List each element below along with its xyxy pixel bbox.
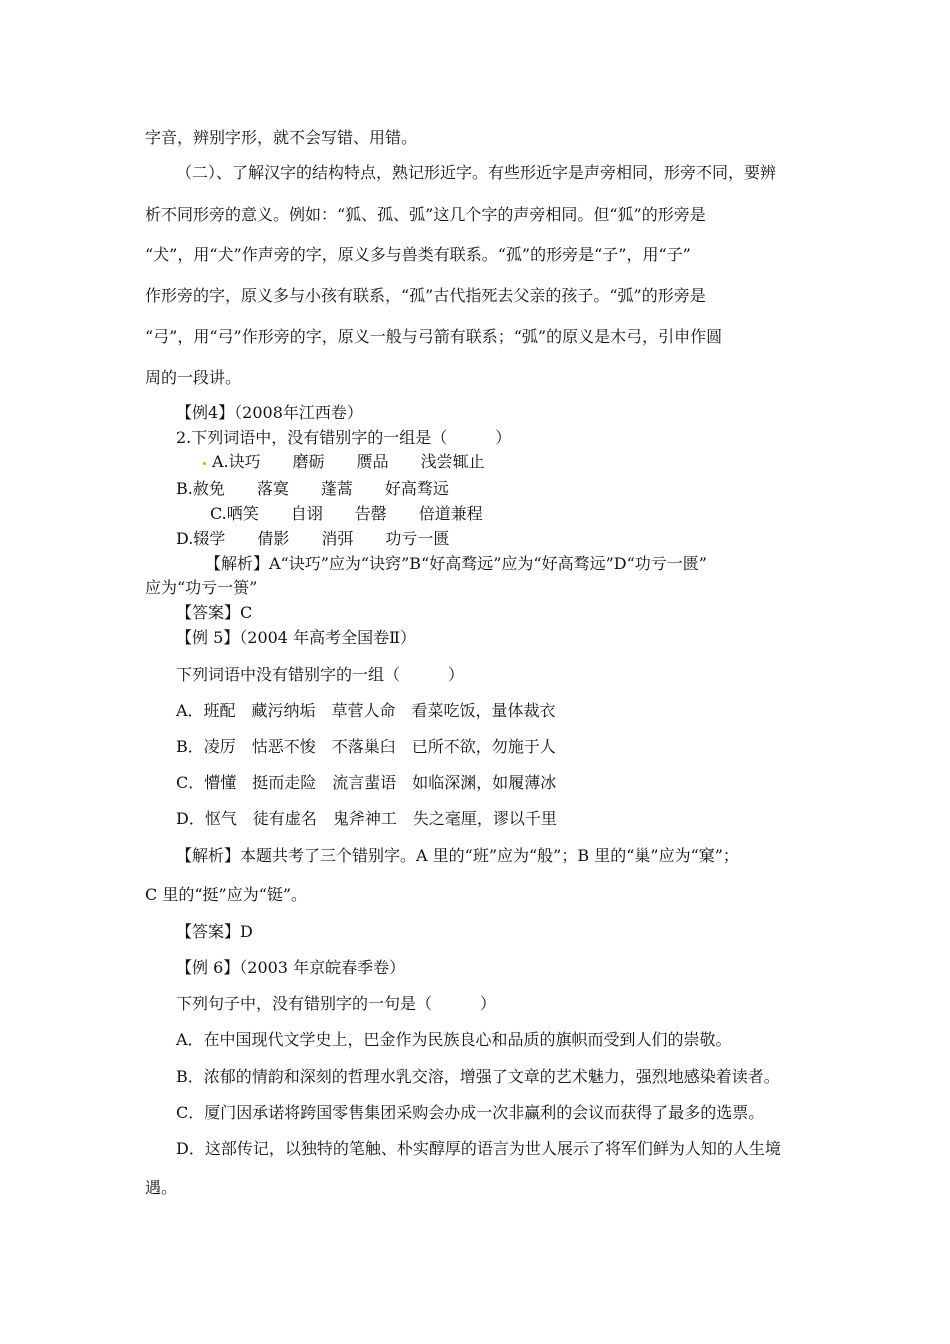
paragraph-line: 作形旁的字，原义多与小孩有联系，“孤”古代指死去父亲的孩子。“弧”的形旁是 — [145, 286, 706, 305]
option-line: B.赦免 落寞 蓬蒿 好高骛远 — [176, 479, 449, 498]
answer-line: 【答案】D — [176, 922, 253, 941]
analysis-line: 【解析】本题共考了三个错别字。A 里的“班”应为“般”；B 里的“巢”应为“窠”； — [176, 846, 739, 865]
option-line: D．怄气 徒有虚名 鬼斧神工 失之毫厘，谬以千里 — [176, 809, 557, 828]
option-line: C．厦门因承诺将跨国零售集团采购会办成一次非赢利的会议而获得了最多的选票。 — [176, 1103, 765, 1122]
option-line: D.辍学 倩影 消弭 功亏一匮 — [176, 529, 450, 548]
question-stem: 下列词语中没有错别字的一组（ ） — [176, 665, 465, 684]
paragraph-line: “弓”，用“弓”作形旁的字，原义一般与弓箭有联系；“弧”的原义是木弓，引申作圆 — [145, 327, 723, 346]
analysis-line: 应为“功亏一篑” — [145, 578, 258, 597]
option-line: A.诀巧 磨砺 赝品 浅尝辄止 — [212, 452, 485, 471]
option-line: 遇。 — [145, 1178, 178, 1197]
option-line: B．凌厉 怙恶不悛 不落巢臼 已所不欲，勿施于人 — [176, 737, 556, 756]
analysis-line: 【解析】A“诀巧”应为“诀窍”B“好高骛远”应为“好高骛远”D“功亏一匮” — [205, 554, 707, 573]
paragraph-line: 周的一段讲。 — [145, 368, 242, 387]
option-line: C．懵懂 挺而走险 流言蜚语 如临深渊，如履薄冰 — [176, 773, 557, 792]
example-heading: 【例 6】（2003 年京皖春季卷） — [176, 958, 406, 977]
answer-line: 【答案】C — [176, 603, 253, 622]
paragraph-line: 字音，辨别字形，就不会写错、用错。 — [145, 128, 418, 147]
question-stem: 2.下列词语中，没有错别字的一组是（ ） — [176, 428, 512, 447]
option-line: A．在中国现代文学史上，巴金作为民族良心和品质的旗帜而受到人们的崇敬。 — [176, 1030, 732, 1049]
stray-mark — [203, 462, 206, 465]
question-stem: 下列句子中，没有错别字的一句是（ ） — [176, 994, 497, 1013]
paragraph-line: 析不同形旁的意义。例如：“狐、孤、弧”这几个字的声旁相同。但“狐”的形旁是 — [145, 205, 706, 224]
paragraph-line: “犬”，用“犬”作声旁的字，原义多与兽类有联系。“孤”的形旁是“子”，用“子” — [145, 245, 691, 264]
option-line: B．浓郁的情韵和深刻的哲理水乳交溶，增强了文章的艺术魅力，强烈地感染着读者。 — [176, 1067, 780, 1086]
option-line: C.哂笑 自诩 告罄 倍道兼程 — [210, 504, 483, 523]
analysis-line: C 里的“挺”应为“铤”。 — [145, 885, 308, 904]
example-heading: 【例4】（2008年江西卷） — [176, 403, 363, 422]
option-line: D．这部传记，以独特的笔触、朴实醇厚的语言为世人展示了将军们鲜为人知的人生境 — [176, 1139, 781, 1158]
option-line: A．班配 藏污纳垢 草菅人命 看菜吃饭，量体裁衣 — [176, 701, 556, 720]
paragraph-line: （二）、了解汉字的结构特点，熟记形近字。有些形近字是声旁相同，形旁不同，要辨 — [176, 163, 777, 182]
example-heading: 【例 5】（2004 年高考全国卷Ⅱ） — [176, 628, 416, 647]
